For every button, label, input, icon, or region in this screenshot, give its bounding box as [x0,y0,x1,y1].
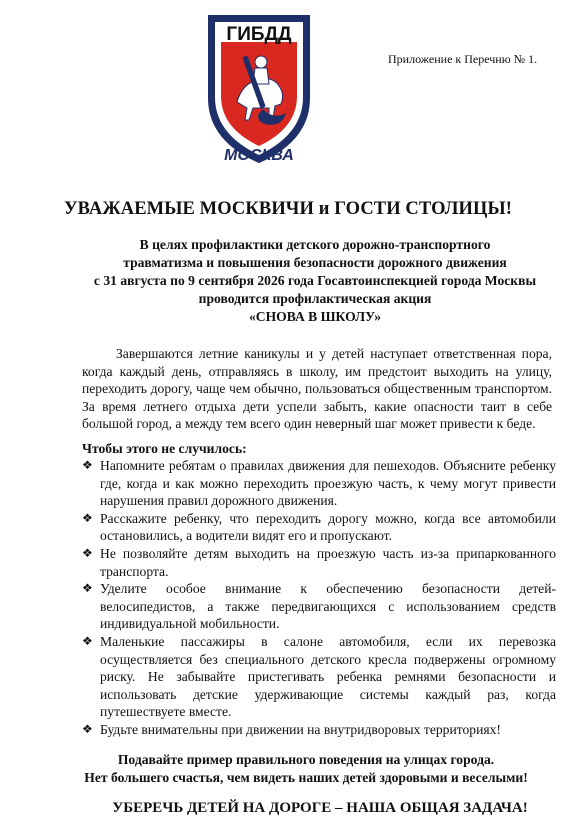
intro-line: травматизма и повышения безопасности дорожного движения [123,255,507,270]
intro-line: проводится профилактическая акция [198,291,432,306]
diamond-bullet-icon: ❖ [82,510,93,525]
tip-item [82,510,556,545]
intro-block [70,236,560,326]
diamond-bullet-icon: ❖ [82,721,93,736]
gibdd-moscow-emblem [203,10,315,166]
closing-line: Нет большего счастья, чем видеть наших детей здоровыми и веселыми! [84,770,528,785]
appendix-note: Приложение к Перечню № 1. [388,52,538,66]
tip-item [82,457,556,510]
tip-text: Не позволяйте детям выходить на проезжую часть из-за припаркованного транспорта. [100,545,556,579]
emblem-bottom-text: МОСКВА [224,147,294,164]
tips-subheading: Чтобы этого не случилось: [82,441,247,456]
closing-block [0,751,576,787]
diamond-bullet-icon: ❖ [82,545,93,560]
diamond-bullet-icon: ❖ [82,633,93,648]
tip-item [82,545,556,580]
tips-list [82,457,556,739]
campaign-name: «СНОВА В ШКОЛУ» [248,309,382,324]
body-text [82,345,552,433]
intro-line: с 31 августа по 9 сентября 2026 года Госавтоинспекцией города Москвы [93,273,537,288]
tip-text: Расскажите ребенку, что переходить дорогу можно, когда все автомобили остановились, а водители видят его и пропускают. [100,510,556,544]
tip-item [82,633,556,721]
body-paragraph: Завершаются летние каникулы и у детей наступает ответственная пора, когда каждый день, отправляясь в школу, им предстоит выходить на улицу, переходить дорогу, чаще чем обычно, пользоваться общественным транспортом. За время летнего отдыха дети успели забыть, какие опасности таит в себе большой город, а между тем всего один неверный шаг может привести к беде. [82,346,552,432]
tip-item [82,580,556,633]
tip-text: Напомните ребятам о правилах движения для пешеходов. Объясните ребенку где, когда и как можно переходить проезжую часть, к чему могут привести нарушения правил дорожного движения. [100,458,556,509]
diamond-bullet-icon: ❖ [82,458,93,472]
closing-slogan: УБЕРЕЧЬ ДЕТЕЙ НА ДОРОГЕ – НАША ОБЩАЯ ЗАДАЧА! [112,800,528,816]
tip-text: Уделите особое внимание к обеспечению безопасности детей-велосипедистов, а также передвигающихся с использованием средств индивидуальной мобильности. [100,581,556,632]
closing-line: Подавайте пример правильного поведения на улицах города. [117,752,495,767]
page-headline: УВАЖАЕМЫЕ МОСКВИЧИ и ГОСТИ СТОЛИЦЫ! [63,199,513,219]
tip-text: Будьте внимательны при движении на внутридворовых территориях! [100,721,501,737]
emblem-top-text: ГИБДД [226,24,292,45]
diamond-bullet-icon: ❖ [82,581,93,596]
tip-text: Маленькие пассажиры в салоне автомобиля, если их перевозка осуществляется без специального детского кресла подвержены огромному риску. Не забывайте пристегивать ребенка ремнями безопасности и использовать детские удерживающие системы каждый раз, когда путешествуете вместе. [100,633,556,720]
tip-item [82,721,556,739]
intro-line: В целях профилактики детского дорожно-транспортного [139,237,491,252]
